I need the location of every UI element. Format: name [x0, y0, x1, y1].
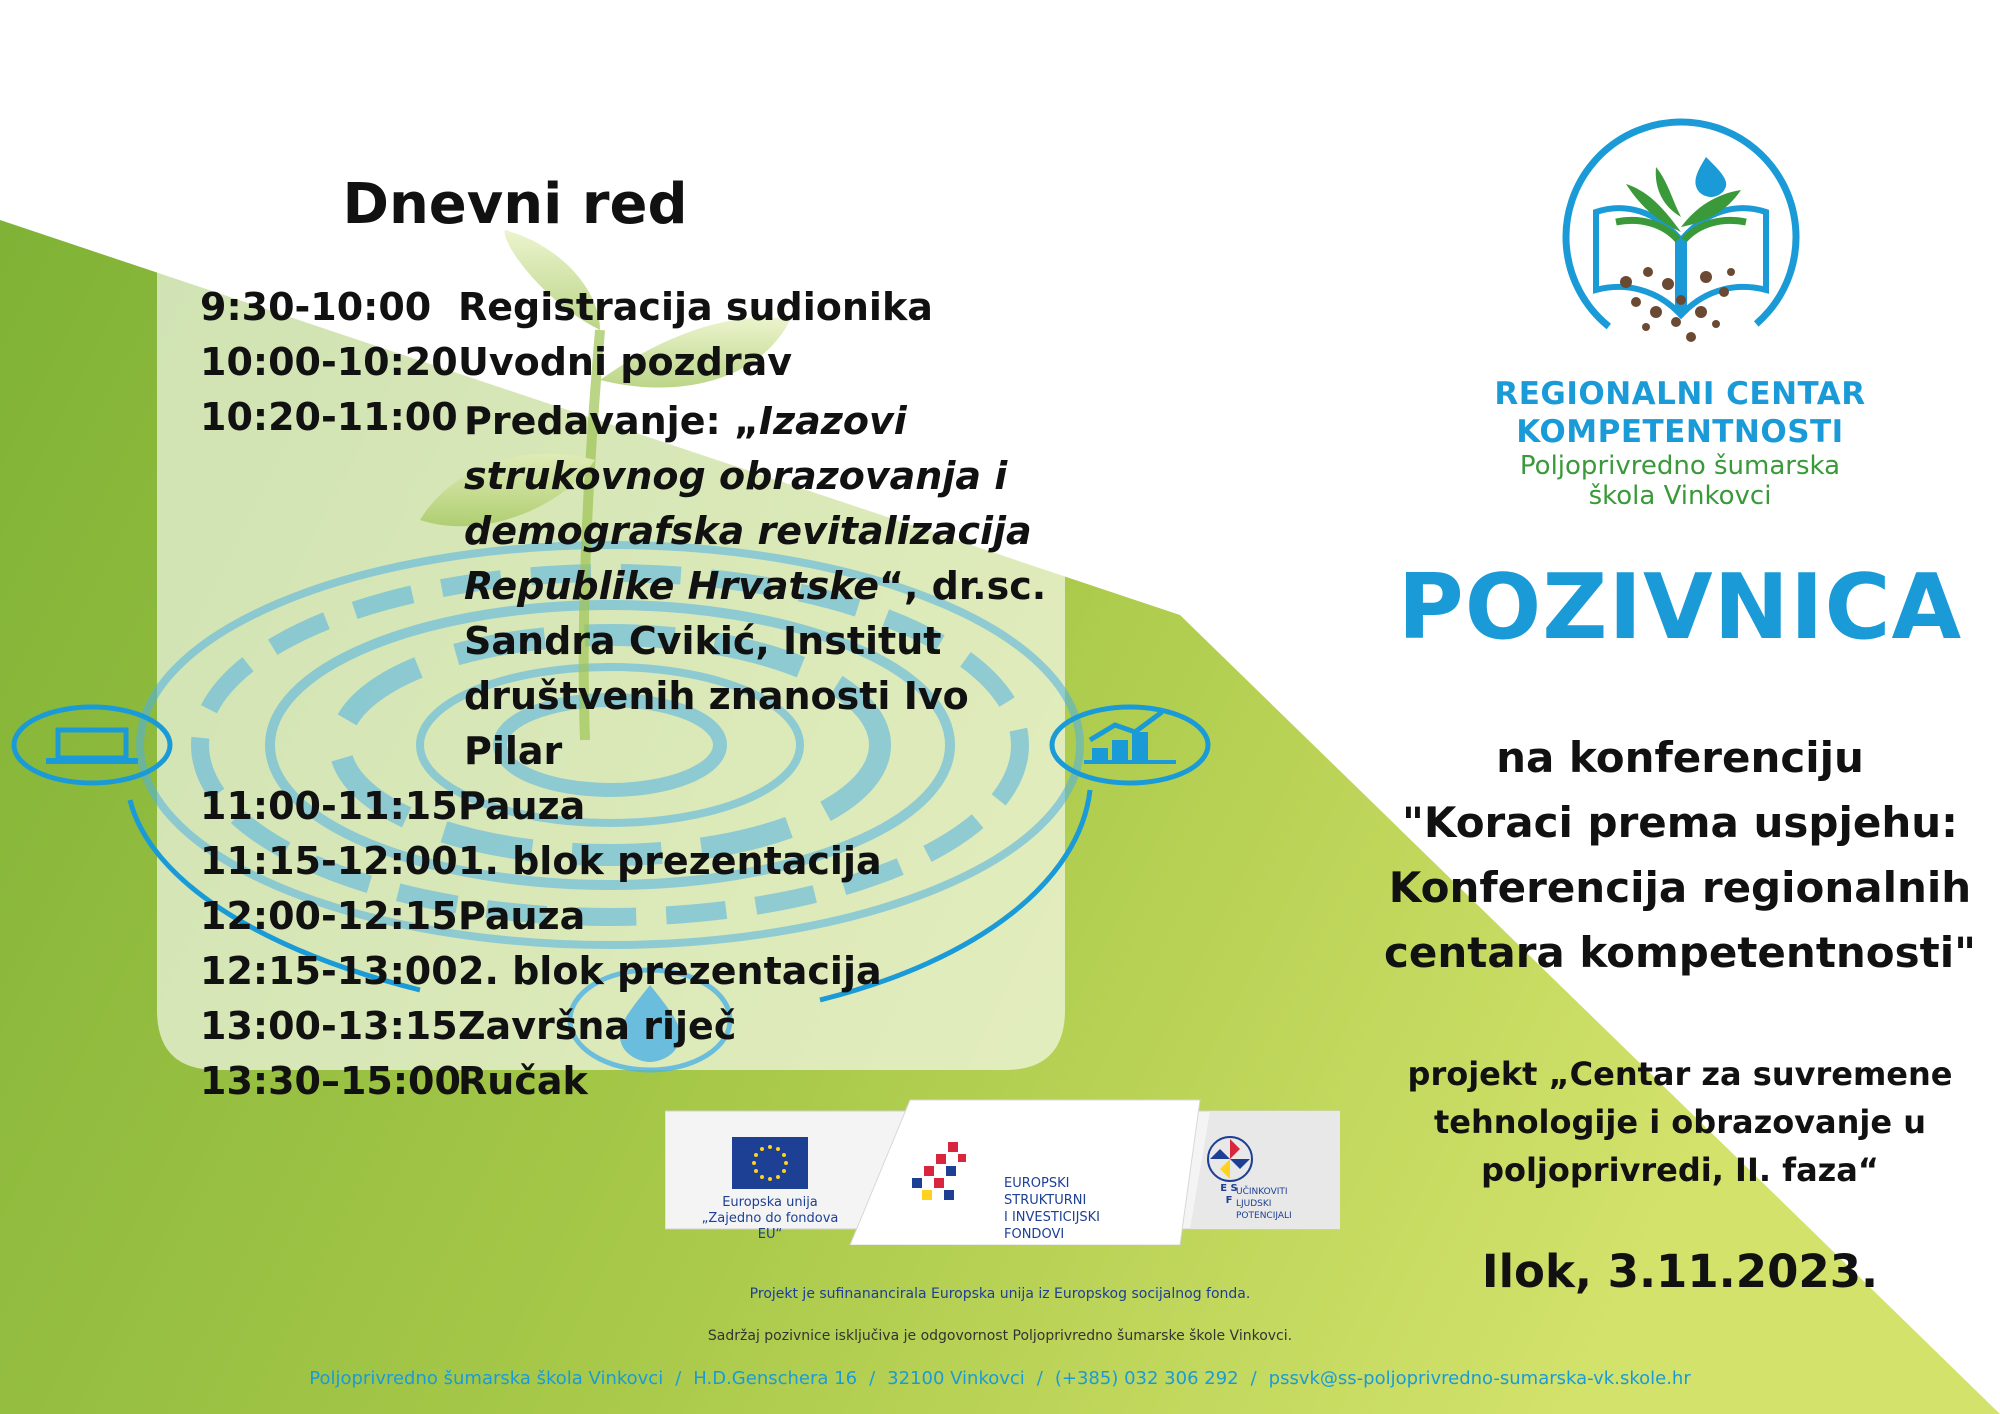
agenda-desc-lecture	[458, 390, 1060, 779]
agenda-time: 10:20-11:00	[200, 395, 458, 439]
cofinance-note: Projekt je sufinanancirala Europska unija iz Europskog socijalnog fonda.	[749, 1286, 1251, 1302]
agenda-time: 10:00-10:20	[200, 340, 458, 384]
eu-label-line-2: „Zajedno do fondova EU“	[701, 1211, 839, 1242]
eu-label-line-1: Europska unija	[722, 1195, 818, 1210]
project-line-3: poljoprivredi, II. faza“	[1481, 1151, 1879, 1189]
agenda-time: 13:30–15:00	[200, 1059, 461, 1103]
agenda-desc: 2. blok prezentacija	[458, 949, 882, 993]
agenda-item	[200, 944, 1060, 999]
logo-line-4: škola Vinkovci	[1588, 481, 1772, 511]
disclaimer-note: Sadržaj pozivnice isključiva je odgovornost Poljoprivredno šumarske škole Vinkovci.	[707, 1328, 1293, 1344]
invite-line-4: centara kompetentnosti"	[1384, 928, 1976, 977]
agenda-desc: Pauza	[458, 784, 586, 828]
esif-checkerboard-icon	[908, 1140, 978, 1210]
esf-label-line-2: LJUDSKI	[1236, 1199, 1272, 1209]
esf-label	[1236, 1186, 1336, 1222]
agenda-title: Dnevni red	[342, 172, 688, 237]
footer-separator: /	[675, 1368, 682, 1389]
agenda-item	[200, 779, 1060, 834]
agenda-item	[200, 280, 1060, 335]
invite-line-3: Konferencija regionalnih	[1388, 863, 1972, 912]
agenda-time: 12:00-12:15	[200, 894, 458, 938]
project-line-2: tehnologije i obrazovanje u	[1434, 1103, 1926, 1141]
agenda-item	[200, 889, 1060, 944]
footer-contact	[180, 1368, 1820, 1389]
eu-label	[690, 1195, 850, 1243]
logo-line-3: Poljoprivredno šumarska	[1519, 451, 1841, 481]
eu-flag-icon	[732, 1137, 808, 1189]
logo-text	[1440, 375, 1920, 511]
footer-phone: (+385) 032 306 292	[1054, 1368, 1239, 1389]
footer-email[interactable]: pssvk@ss-poljoprivredno-sumarska-vk.skole.hr	[1268, 1368, 1691, 1389]
esif-label	[1004, 1175, 1144, 1243]
agenda-time: 13:00-13:15	[200, 1004, 458, 1048]
footer-separator: /	[1250, 1368, 1257, 1389]
esif-label-line-2: I INVESTICIJSKI FONDOVI	[1004, 1210, 1101, 1242]
lecture-prefix: Predavanje: „	[464, 399, 759, 443]
agenda-time: 9:30-10:00	[200, 285, 432, 329]
agenda-time: 12:15-13:00	[200, 949, 458, 993]
project-line-1: projekt „Centar za suvremene	[1407, 1055, 1953, 1093]
footer-school: Poljoprivredno šumarska škola Vinkovci	[309, 1368, 664, 1389]
agenda-desc: Završna riječ	[458, 1004, 737, 1048]
lecture-title: Izazovi strukovnog obrazovanja i demografska revitalizacija Republike Hrvatske	[464, 399, 1032, 608]
project-text	[1390, 1050, 1970, 1194]
agenda-item	[200, 834, 1060, 889]
agenda-time: 11:15-12:00	[200, 839, 458, 883]
conference-invite-text	[1370, 725, 1990, 985]
logo-line-2: KOMPETENTNOSTI	[1516, 414, 1844, 450]
invite-line-1: na konferenciju	[1496, 733, 1864, 782]
lecture-speaker: “, dr.sc. Sandra Cvikić, Institut društvenih znanosti Ivo Pilar	[464, 564, 1047, 773]
agenda-desc: Registracija sudionika	[458, 285, 933, 329]
footer-separator: /	[869, 1368, 876, 1389]
agenda-desc: 1. blok prezentacija	[458, 839, 882, 883]
agenda-list	[200, 280, 1060, 1109]
agenda-item	[200, 999, 1060, 1054]
footer-city: 32100 Vinkovci	[887, 1368, 1025, 1389]
esf-label-line-3: POTENCIJALI	[1236, 1211, 1292, 1221]
esf-letters: E S F	[1220, 1183, 1238, 1206]
book-plant-water-drop-icon	[1556, 112, 1806, 362]
event-date: Ilok, 3.11.2023.	[1481, 1245, 1879, 1298]
esf-pinwheel-icon	[1204, 1133, 1256, 1185]
agenda-desc: Uvodni pozdrav	[458, 340, 793, 384]
agenda-desc: Ručak	[458, 1059, 588, 1103]
esf-label-line-1: UČINKOVITI	[1236, 1187, 1288, 1197]
agenda-time: 11:00-11:15	[200, 784, 458, 828]
agenda-desc: Pauza	[458, 894, 586, 938]
logo-line-1: REGIONALNI CENTAR	[1494, 376, 1866, 412]
footer-address: H.D.Genschera 16	[693, 1368, 858, 1389]
invitation-heading: POZIVNICA	[1397, 555, 1963, 660]
agenda-item-lecture	[200, 390, 1060, 779]
agenda-item	[200, 335, 1060, 390]
footer-separator: /	[1036, 1368, 1043, 1389]
esif-label-line-1: EUROPSKI STRUKTURNI	[1004, 1176, 1087, 1208]
invite-line-2: "Koraci prema uspjehu:	[1402, 798, 1958, 847]
